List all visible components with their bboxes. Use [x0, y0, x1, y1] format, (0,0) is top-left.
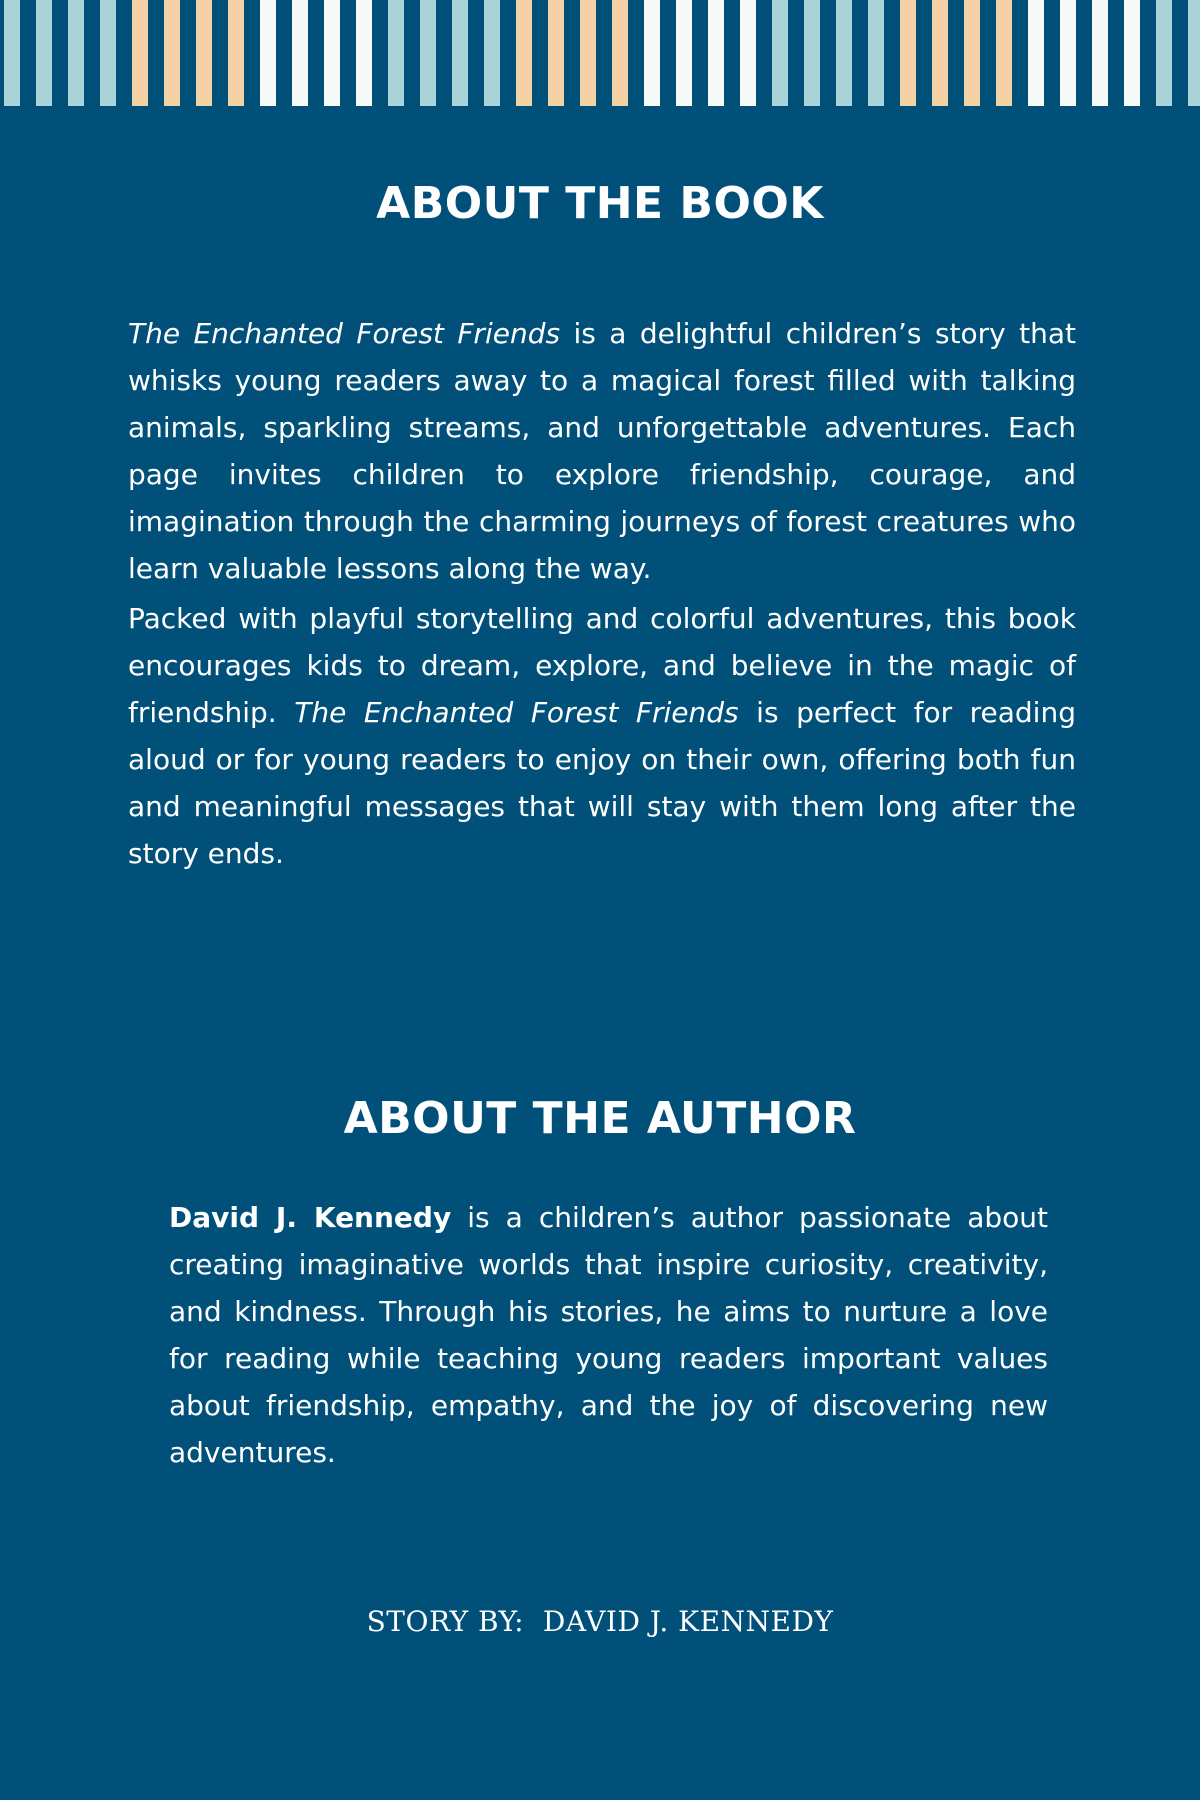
stripe: [420, 0, 436, 106]
stripe: [932, 0, 948, 106]
stripe: [260, 0, 276, 106]
decorative-stripe-band: [0, 0, 1200, 106]
stripe: [900, 0, 916, 106]
author-name: David J. Kennedy: [169, 1201, 452, 1234]
about-book-paragraph-2-text-before: Packed with playful storytelling and colorful adventures, this book encourages kids to dream, explore, and believe in the magic of friendship.: [128, 602, 1076, 729]
stripe: [484, 0, 500, 106]
about-author-paragraph: [169, 1194, 1048, 1476]
book-title: The Enchanted Forest Friends: [294, 696, 739, 729]
stripe: [1156, 0, 1172, 106]
about-book-paragraph-1: [128, 310, 1076, 592]
stripe: [1060, 0, 1076, 106]
stripe: [1188, 0, 1200, 106]
story-byline: STORY BY: DAVID J. KENNEDY: [366, 1605, 834, 1638]
stripe: [804, 0, 820, 106]
stripe: [516, 0, 532, 106]
stripe: [100, 0, 116, 106]
stripe: [292, 0, 308, 106]
stripe: [964, 0, 980, 106]
about-book-body: [128, 310, 1076, 880]
stripe: [132, 0, 148, 106]
stripe: [1124, 0, 1140, 106]
about-book-heading: ABOUT THE BOOK: [376, 178, 824, 229]
book-title: The Enchanted Forest Friends: [128, 317, 561, 350]
stripe: [676, 0, 692, 106]
stripe: [1092, 0, 1108, 106]
about-book-paragraph-1-text: is a delightful children’s story that whisks young readers away to a magical forest filled with talking animals, sparkling streams, and unforgettable adventures. Each page invites children to explore friendship, courage, and imagination through the charming journeys of forest creatures who learn valuable lessons along the way.: [128, 317, 1076, 585]
stripe: [36, 0, 52, 106]
stripe: [196, 0, 212, 106]
stripe: [68, 0, 84, 106]
about-author-heading: ABOUT THE AUTHOR: [343, 1093, 857, 1144]
stripe: [868, 0, 884, 106]
stripe: [548, 0, 564, 106]
stripe: [708, 0, 724, 106]
stripe: [644, 0, 660, 106]
stripe: [740, 0, 756, 106]
about-book-paragraph-2: [128, 595, 1076, 877]
about-author-text: is a children’s author passionate about creating imaginative worlds that inspire curiosity, creativity, and kindness. Through his stories, he aims to nurture a love for reading while teaching young readers important values about friendship, empathy, and the joy of discovering new adventures.: [169, 1201, 1048, 1469]
stripe: [580, 0, 596, 106]
stripe: [836, 0, 852, 106]
stripe: [996, 0, 1012, 106]
about-author-body: [169, 1194, 1048, 1479]
stripe: [228, 0, 244, 106]
stripe: [772, 0, 788, 106]
about-book-paragraph-2-text-after: is perfect for reading aloud or for young readers to enjoy on their own, offering both fun and meaningful messages that will stay with them long after the story ends.: [128, 696, 1076, 870]
stripe: [1028, 0, 1044, 106]
stripe: [4, 0, 20, 106]
stripe: [324, 0, 340, 106]
stripe: [388, 0, 404, 106]
stripe: [612, 0, 628, 106]
stripe: [452, 0, 468, 106]
stripe: [164, 0, 180, 106]
stripe: [356, 0, 372, 106]
